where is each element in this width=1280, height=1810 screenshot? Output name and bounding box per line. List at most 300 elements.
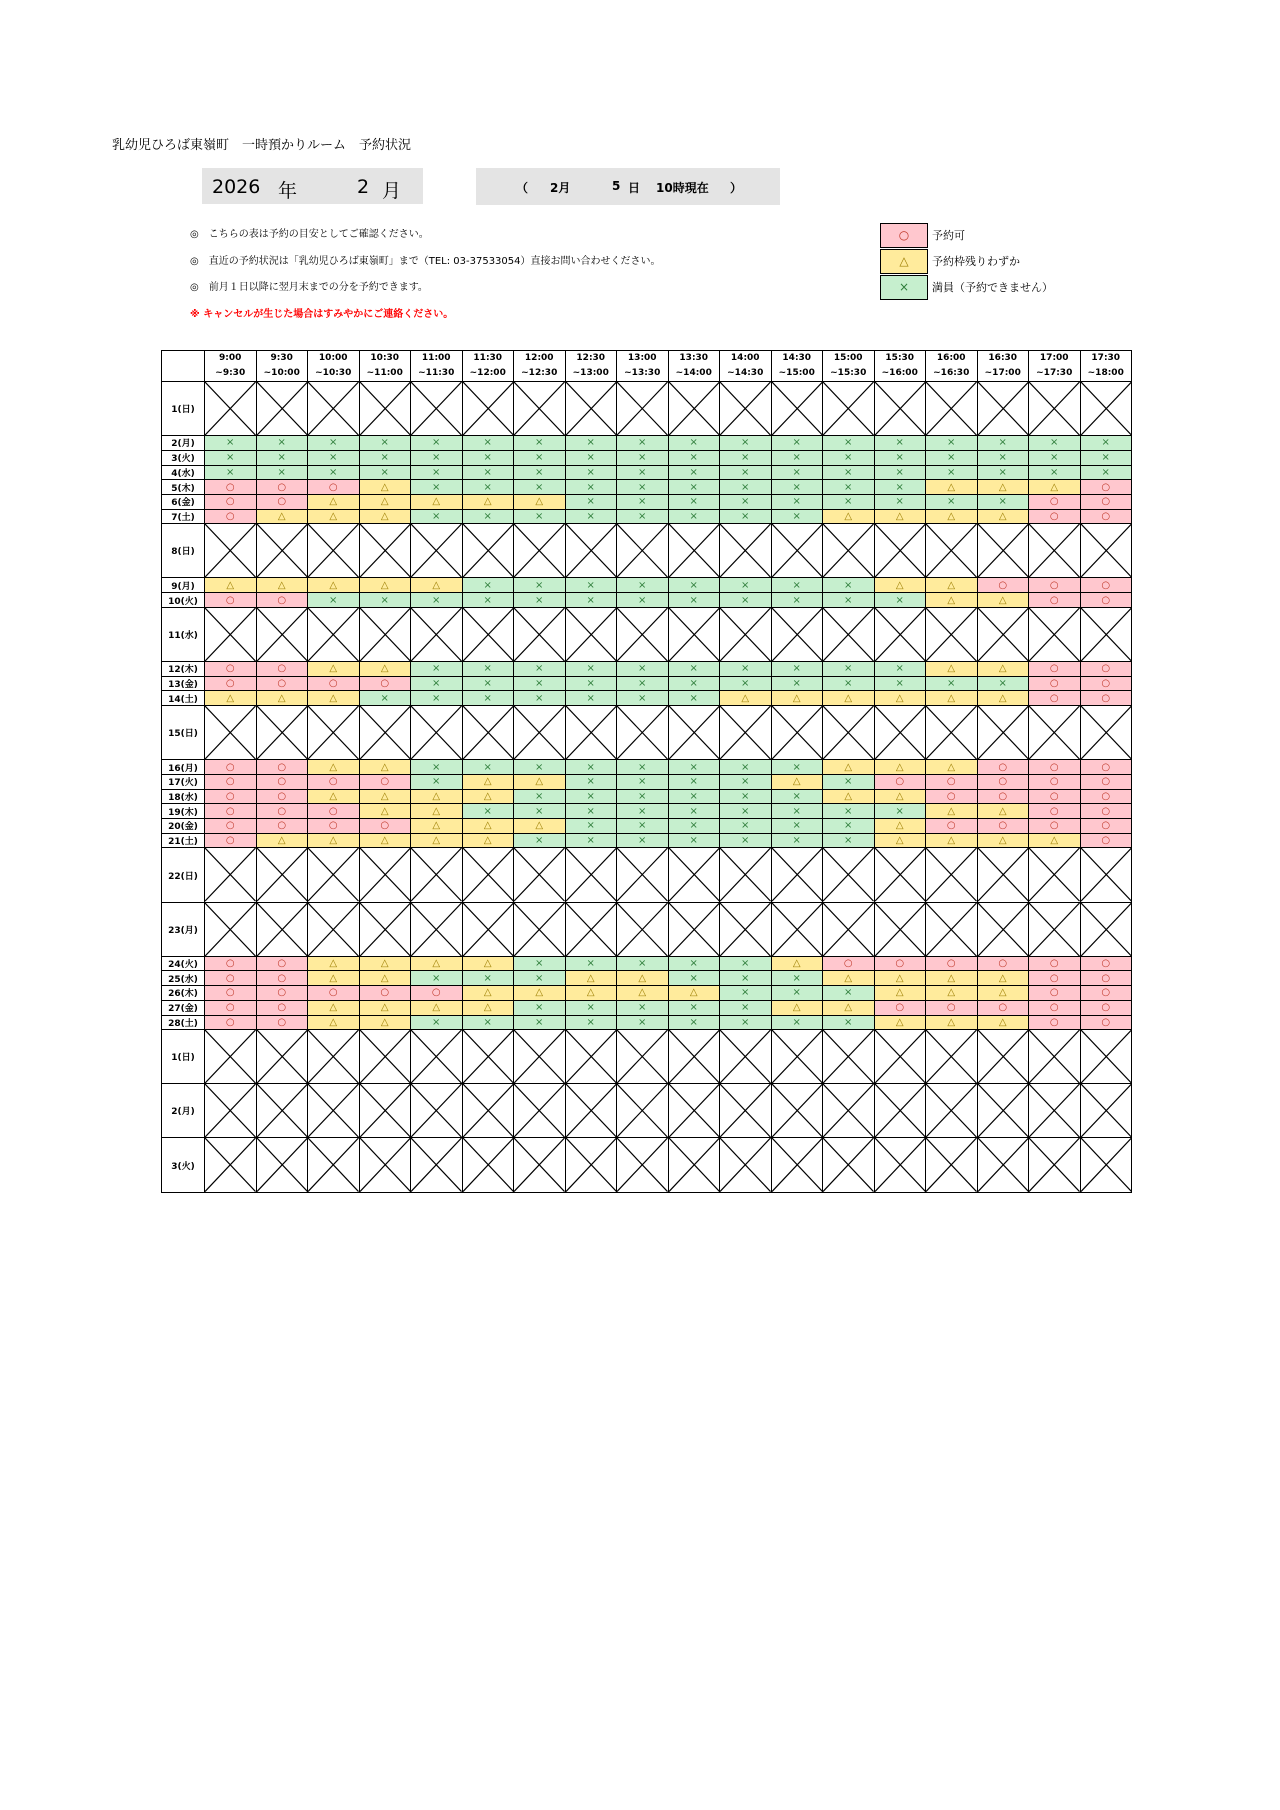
closed-cross-icon [308,903,359,956]
closed-cross-icon [617,848,668,901]
slot-full: × [617,436,669,451]
closed-cross-icon [823,1138,874,1192]
closed-cross-icon [926,903,977,956]
slot-end: ~13:00 [572,368,609,378]
slot-few-left: △ [514,494,566,509]
slot-full: × [823,436,875,451]
closed-cell [617,524,669,578]
day-label: 23(月) [162,902,205,956]
slot-few-left: △ [308,691,360,706]
slot-full: × [668,819,720,834]
slot-full: × [720,465,772,480]
closed-cell [771,706,823,760]
slot-available: ○ [308,480,360,495]
closed-cross-icon [411,903,462,956]
closed-cell [926,607,978,661]
closed-cell [359,848,411,902]
slot-available: ○ [256,804,308,819]
closed-cell [1029,706,1081,760]
day-row [162,804,1132,819]
time-slot-header [514,351,566,382]
slot-full: × [514,956,566,971]
slot-full: × [514,578,566,593]
slot-few-left: △ [823,789,875,804]
slot-available: ○ [926,774,978,789]
slot-full: × [771,971,823,986]
closed-cell [256,706,308,760]
closed-cross-icon [823,524,874,577]
closed-cell [462,1084,514,1138]
closed-cell [1029,1084,1081,1138]
closed-cell [1080,607,1132,661]
closed-cross-icon [926,1138,977,1192]
slot-few-left: △ [514,774,566,789]
slot-few-left: △ [874,833,926,848]
closed-cell [462,524,514,578]
slot-few-left: △ [874,789,926,804]
slot-full: × [514,789,566,804]
note-item: ◎ 直近の予約状況は「乳幼児ひろば東嶺町」まで（TEL: 03-37533054）直接お問い合わせください。 [190,255,661,267]
closed-cell [359,902,411,956]
day-row [162,465,1132,480]
slot-few-left: △ [411,789,463,804]
closed-cell [411,902,463,956]
slot-end: ~12:00 [469,368,506,378]
slot-full: × [256,450,308,465]
slot-full: × [565,494,617,509]
slot-few-left: △ [359,789,411,804]
day-row [162,956,1132,971]
closed-cell [205,524,257,578]
slot-available: ○ [308,819,360,834]
day-label: 18(水) [162,789,205,804]
closed-cell [977,902,1029,956]
slot-few-left: △ [359,509,411,524]
slot-full: × [720,494,772,509]
slot-few-left: △ [308,578,360,593]
slot-full: × [926,450,978,465]
slot-few-left: △ [926,480,978,495]
slot-full: × [462,465,514,480]
slot-available: ○ [205,662,257,677]
slot-few-left: △ [308,509,360,524]
slot-few-left: △ [359,480,411,495]
closed-cross-icon [1081,382,1132,435]
closed-cell [411,1030,463,1084]
closed-cross-icon [772,706,823,759]
slot-full: × [514,691,566,706]
as-of-box [476,168,780,205]
closed-cross-icon [463,1084,514,1137]
slot-available: ○ [1080,1015,1132,1030]
closed-cross-icon [978,1030,1029,1083]
closed-cross-icon [720,1084,771,1137]
closed-cell [1080,706,1132,760]
closed-cross-icon [257,903,308,956]
day-row [162,1084,1132,1138]
day-row [162,986,1132,1001]
time-slot-header [308,351,360,382]
slot-end: ~16:30 [933,368,970,378]
closed-cross-icon [411,1030,462,1083]
closed-cross-icon [1029,1084,1080,1137]
closed-cross-icon [669,1084,720,1137]
slot-few-left: △ [977,804,1029,819]
closed-cross-icon [566,848,617,901]
notes-list [190,228,661,334]
slot-full: × [359,593,411,608]
closed-cell [205,1030,257,1084]
closed-cell [308,902,360,956]
slot-full: × [514,833,566,848]
slot-full: × [462,436,514,451]
slot-full: × [720,986,772,1001]
slot-full: × [617,956,669,971]
closed-cross-icon [257,1138,308,1192]
slot-full: × [771,804,823,819]
slot-few-left: △ [308,789,360,804]
slot-full: × [874,676,926,691]
closed-cross-icon [1029,608,1080,661]
slot-available: ○ [256,480,308,495]
closed-cell [720,848,772,902]
slot-available: ○ [977,789,1029,804]
closed-cell [977,848,1029,902]
closed-cell [617,607,669,661]
day-label: 8(日) [162,524,205,578]
slot-available: ○ [977,1000,1029,1015]
closed-cross-icon [617,1030,668,1083]
slot-available: ○ [205,509,257,524]
slot-available: ○ [1029,774,1081,789]
slot-few-left: △ [411,494,463,509]
closed-cell [874,1030,926,1084]
closed-cell [874,607,926,661]
slot-available: ○ [205,819,257,834]
closed-cell [205,607,257,661]
slot-full: × [565,465,617,480]
closed-cell [514,848,566,902]
slot-full: × [720,804,772,819]
closed-cell [668,1030,720,1084]
time-slot-header [462,351,514,382]
slot-few-left: △ [411,1000,463,1015]
closed-cross-icon [205,848,256,901]
closed-cell [617,1084,669,1138]
closed-cell [617,848,669,902]
closed-cross-icon [875,524,926,577]
slot-full: × [823,804,875,819]
slot-available: ○ [1029,509,1081,524]
day-row [162,607,1132,661]
slot-full: × [256,465,308,480]
closed-cell [771,848,823,902]
closed-cell [720,1030,772,1084]
day-label: 1(日) [162,382,205,436]
closed-cell [617,902,669,956]
closed-cell [308,706,360,760]
slot-few-left: △ [1029,833,1081,848]
slot-full: × [617,578,669,593]
slot-full: × [926,436,978,451]
closed-cross-icon [926,848,977,901]
page-title: 乳幼児ひろば東嶺町 一時預かりルーム 予約状況 [112,138,412,153]
closed-cross-icon [360,1138,411,1192]
closed-cross-icon [1081,706,1132,759]
slot-full: × [411,509,463,524]
slot-start: 11:00 [421,353,451,363]
closed-cell [308,524,360,578]
closed-cross-icon [360,608,411,661]
slot-available: ○ [256,956,308,971]
closed-cross-icon [669,848,720,901]
slot-available: ○ [1080,494,1132,509]
closed-cell [359,1084,411,1138]
closed-cell [823,1084,875,1138]
day-row [162,662,1132,677]
closed-cell [1029,1030,1081,1084]
slot-full: × [926,465,978,480]
closed-cell [1029,524,1081,578]
slot-few-left: △ [462,833,514,848]
closed-cell [411,607,463,661]
closed-cell [668,902,720,956]
slot-full: × [823,676,875,691]
closed-cross-icon [566,608,617,661]
closed-cell [977,524,1029,578]
day-row [162,833,1132,848]
slot-full: × [720,436,772,451]
closed-cell [771,1138,823,1193]
slot-few-left: △ [771,774,823,789]
slot-few-left: △ [720,691,772,706]
closed-cross-icon [514,1138,565,1192]
slot-end: ~14:00 [675,368,712,378]
slot-start: 15:30 [885,353,915,363]
as-of-day-unit: 日 [628,181,641,195]
closed-cross-icon [823,848,874,901]
closed-cell [514,1084,566,1138]
closed-cell [565,382,617,436]
closed-cell [359,524,411,578]
slot-few-left: △ [256,509,308,524]
slot-full: × [668,956,720,971]
legend-item-available [880,222,1053,248]
slot-available: ○ [977,578,1029,593]
slot-full: × [771,789,823,804]
closed-cell [977,382,1029,436]
slot-full: × [205,436,257,451]
closed-cross-icon [875,903,926,956]
slot-full: × [1080,436,1132,451]
closed-cell [462,706,514,760]
slot-full: × [411,436,463,451]
day-row [162,436,1132,451]
closed-cell [668,848,720,902]
month-value: 2 [357,176,370,198]
slot-full: × [514,662,566,677]
slot-available: ○ [205,986,257,1001]
closed-cross-icon [823,903,874,956]
closed-cell [771,382,823,436]
month-unit: 月 [382,180,402,202]
slot-available: ○ [1080,833,1132,848]
slot-full: × [668,480,720,495]
legend-item-few-left [880,248,1053,274]
slot-available: ○ [1080,691,1132,706]
cancel-warning: ※ キャンセルが生じた場合はすみやかにご連絡ください。 [190,308,454,320]
slot-full: × [668,1015,720,1030]
closed-cross-icon [1081,903,1132,956]
slot-full: × [874,662,926,677]
closed-cell [256,524,308,578]
slot-full: × [565,480,617,495]
closed-cross-icon [720,706,771,759]
closed-cell [462,607,514,661]
slot-end: ~16:00 [881,368,918,378]
slot-few-left: △ [359,833,411,848]
day-label: 28(土) [162,1015,205,1030]
slot-available: ○ [256,986,308,1001]
closed-cross-icon [720,1138,771,1192]
slot-full: × [823,480,875,495]
slot-few-left: △ [411,956,463,971]
day-label: 21(土) [162,833,205,848]
closed-cell [256,382,308,436]
closed-cross-icon [411,608,462,661]
slot-full: × [205,450,257,465]
closed-cell [514,382,566,436]
slot-full: × [565,833,617,848]
closed-cross-icon [360,848,411,901]
slot-full: × [668,804,720,819]
legend-label: 満員（予約できません） [932,281,1053,294]
closed-cross-icon [360,1084,411,1137]
closed-cell [1080,382,1132,436]
closed-cell [668,524,720,578]
day-label: 2(月) [162,1084,205,1138]
slot-start: 17:30 [1091,353,1121,363]
slot-full: × [668,789,720,804]
closed-cross-icon [360,706,411,759]
closed-cross-icon [720,1030,771,1083]
slot-available: ○ [205,804,257,819]
slot-end: ~10:00 [263,368,300,378]
slot-available: ○ [1080,676,1132,691]
slot-few-left: △ [462,819,514,834]
closed-cross-icon [1081,1084,1132,1137]
slot-full: × [205,465,257,480]
slot-available: ○ [1080,971,1132,986]
slot-available: ○ [1029,1015,1081,1030]
slot-few-left: △ [771,1000,823,1015]
slot-available: ○ [256,676,308,691]
slot-available: ○ [359,774,411,789]
slot-few-left: △ [874,971,926,986]
day-row [162,1015,1132,1030]
closed-cell [462,1138,514,1193]
slot-full: × [565,676,617,691]
day-label: 22(日) [162,848,205,902]
closed-cell [359,382,411,436]
day-label: 11(水) [162,607,205,661]
day-row [162,593,1132,608]
closed-cross-icon [308,848,359,901]
slot-full: × [565,1000,617,1015]
slot-full: × [823,986,875,1001]
day-label: 3(火) [162,450,205,465]
slot-few-left: △ [977,480,1029,495]
slot-full: × [565,774,617,789]
closed-cell [617,706,669,760]
closed-cross-icon [257,848,308,901]
closed-cross-icon [617,382,668,435]
closed-cell [926,902,978,956]
closed-cell [926,1138,978,1193]
slot-full: × [874,593,926,608]
slot-end: ~15:30 [830,368,867,378]
closed-cross-icon [823,706,874,759]
closed-cell [1080,1030,1132,1084]
slot-full: × [514,760,566,775]
closed-cell [308,607,360,661]
slot-full: × [411,774,463,789]
slot-full: × [771,578,823,593]
closed-cell [823,848,875,902]
closed-cell [1029,848,1081,902]
closed-cross-icon [308,1030,359,1083]
time-slot-header [565,351,617,382]
day-row [162,509,1132,524]
closed-cross-icon [978,608,1029,661]
day-label: 15(日) [162,706,205,760]
slot-few-left: △ [926,833,978,848]
slot-full: × [874,494,926,509]
day-row [162,971,1132,986]
slot-available: ○ [205,956,257,971]
slot-available: ○ [205,1015,257,1030]
closed-cross-icon [669,524,720,577]
slot-full: × [462,593,514,608]
slot-full: × [720,509,772,524]
slot-full: × [771,465,823,480]
slot-start: 15:00 [833,353,863,363]
slot-few-left: △ [977,662,1029,677]
slot-full: × [565,804,617,819]
closed-cross-icon [566,1138,617,1192]
as-of-day: 5 [612,179,621,193]
closed-cell [874,524,926,578]
slot-full: × [565,450,617,465]
slot-few-left: △ [256,578,308,593]
closed-cross-icon [875,1084,926,1137]
closed-cell [411,1138,463,1193]
slot-available: ○ [256,662,308,677]
closed-cross-icon [205,1084,256,1137]
day-label: 2(月) [162,436,205,451]
closed-cell [977,1084,1029,1138]
slot-available: ○ [411,986,463,1001]
closed-cross-icon [1081,1030,1132,1083]
slot-full: × [771,480,823,495]
day-label: 24(火) [162,956,205,971]
closed-cross-icon [566,706,617,759]
as-of-close: ） [730,181,743,195]
slot-few-left: △ [256,691,308,706]
time-slot-header [411,351,463,382]
slot-few-left: △ [462,494,514,509]
closed-cell [926,1030,978,1084]
